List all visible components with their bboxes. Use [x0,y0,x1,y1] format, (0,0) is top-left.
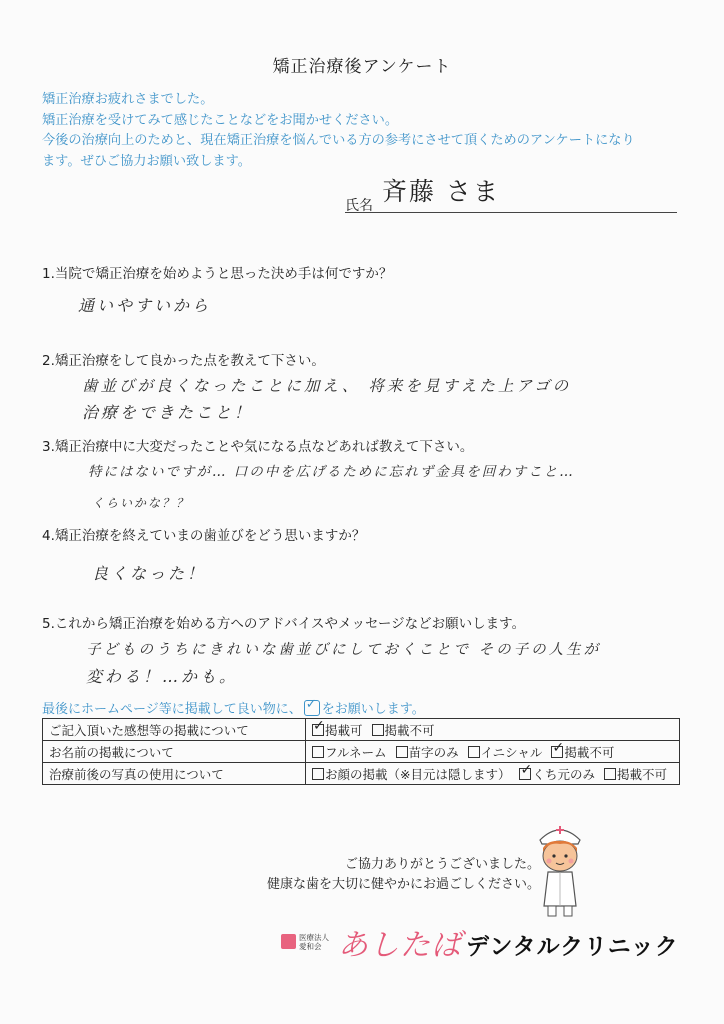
intro-line: 矯正治療を受けてみて感じたことなどをお聞かせください。 [42,112,399,128]
checkbox-checked[interactable] [312,724,324,736]
option-face[interactable]: お顔の掲載（※目元は隠します） [312,767,510,782]
checkbox-checked[interactable] [519,768,531,780]
checkbox[interactable] [468,746,480,758]
checkbox[interactable] [604,768,616,780]
option-mouth-only[interactable]: ✓ くち元のみ [519,767,595,782]
option-photo-no[interactable]: 掲載不可 [604,767,667,782]
clinic-org [299,933,329,951]
question-2: 2.矯正治療をして良かった点を教えて下さい。 [42,353,325,369]
row-options [306,741,680,763]
question-5: 5.これから矯正治療を始める方へのアドバイスやメッセージなどお願いします。 [42,616,526,632]
consent-table [42,718,680,785]
note-text-before: 最後にホームページ等に掲載して良い物に、 [42,702,302,717]
answer-1-line-1: 通いやすいから [78,296,212,315]
intro-line: 矯正治療お疲れさまでした。 [42,92,214,107]
answer-2-line-2: 治療をできたこと！ [82,403,254,422]
question-4: 4.矯正治療を終えていまの歯並びをどう思いますか？ [42,528,366,544]
table-row [43,719,680,741]
name-label: 氏名 [345,198,373,214]
checkbox-checked[interactable] [551,746,563,758]
checkbox[interactable] [396,746,408,758]
question-3: 3.矯正治療中に大変だったことや気になる点などあれば教えて下さい。 [42,439,474,455]
table-row [43,763,680,785]
clinic-logo-icon [281,934,296,949]
clinic-logo-type: デンタルクリニック [466,934,679,960]
option-initials[interactable]: イニシャル [468,745,543,760]
question-1: 1.当院で矯正治療を始めようと思った決め手は何ですか？ [42,266,393,282]
answer-5-line-1: 子どものうちにきれいな歯並びにしておくことで その子の人生が [86,642,602,658]
name-value: 斉藤 さま [382,177,500,206]
intro-line: ます。ぜひご協力お願い致します。 [42,153,251,169]
thanks-line: ご協力ありがとうございました。 [344,857,540,872]
answer-4-line-1: 良くなった！ [92,564,207,583]
thanks-line: 健康な歯を大切に健やかにお過ごしください。 [266,877,540,892]
checkbox[interactable] [312,746,324,758]
nurse-mascot-illustration [530,818,590,920]
intro-text [42,90,692,172]
checkbox[interactable] [372,724,384,736]
row-label: お名前の掲載について [43,741,306,763]
thanks-message [240,855,540,895]
intro-line: 今後の治療向上のためと、現在矯正治療を悩んでいる方の参考にさせて頂くためのアンケートになり [42,133,635,148]
answer-5-line-2: 変わる！…かも。 [86,667,239,686]
answer-2-line-1: 歯並びが良くなったことに加え、 将来を見すえた上アゴの [82,377,572,395]
option-full-name[interactable]: フルネーム [312,745,387,760]
answer-3-line-2: くらいかな？？ [92,496,191,510]
row-options [306,763,680,785]
row-label: 治療前後の写真の使用について [43,763,306,785]
clinic-logo-name: あしたば [338,928,462,963]
checkbox[interactable] [312,768,324,780]
page-title: 矯正治療後アンケート [272,57,452,77]
option-publish-no[interactable]: 掲載不可 [372,723,435,738]
note-text-after: をお願いします。 [321,702,425,717]
publish-consent-note [42,698,425,717]
clinic-org-line: 医療法人 [299,933,329,942]
option-publish-ok[interactable]: ✓ 掲載可 [312,723,363,738]
option-surname-only[interactable]: 苗字のみ [396,745,459,760]
clinic-org-line: 愛和会 [299,942,322,951]
row-options [306,719,680,741]
answer-3-line-1: 特にはないですが… 口の中を広げるために忘れず金具を回わすこと… [88,464,575,480]
row-label: ご記入頂いた感想等の掲載について [43,719,306,741]
option-name-no[interactable]: ✓ 掲載不可 [551,745,614,760]
table-row [43,741,680,763]
name-underline [345,212,677,213]
checkbox-example-icon [304,700,320,716]
